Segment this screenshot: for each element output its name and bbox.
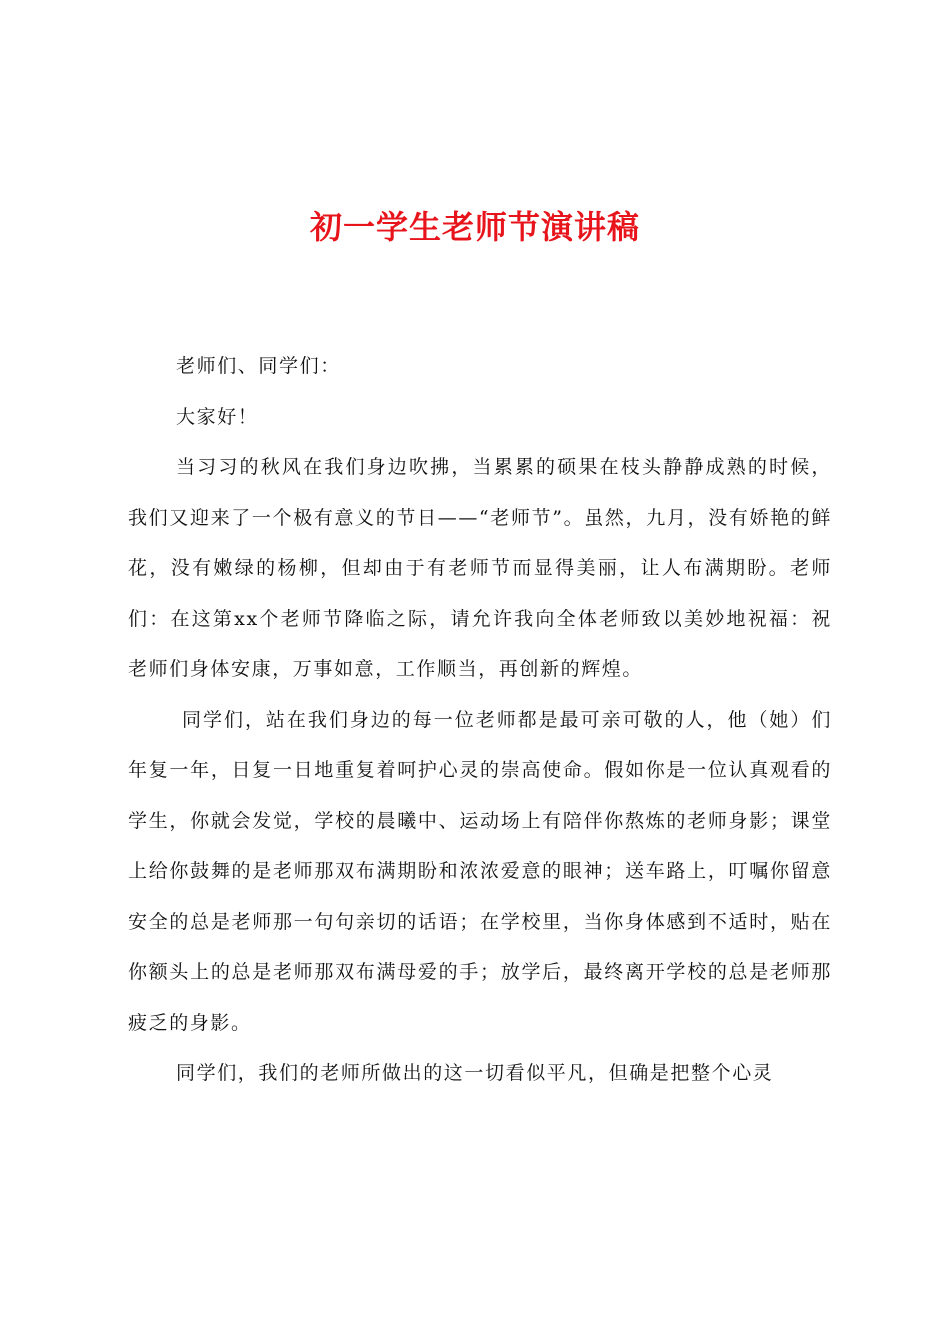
- document-title: 初一学生老师节演讲稿: [309, 208, 640, 246]
- body-paragraph-3: 同学们，我们的老师所做出的这一切看似平凡，但确是把整个心灵: [176, 1062, 774, 1084]
- body-paragraph-2: 同学们，站在我们身边的每一位老师都是最可亲可敬的人，他（她）们年复一年，日复一日地重复着呵护心灵的崇高使命。假如你是一位认真观看的学生，你就会发觉，学校的晨曦中、运动场上有陪伴你熬炼的老师身影；课堂上给你鼓舞的是老师那双布满期盼和浓浓爱意的眼神；送车路上，叮嘱你留意安全的总是老师那一句句亲切的话语；在学校里，当你身体感到不适时，贴在你额头上的总是老师那双布满母爱的手；放学后，最终离开学校的总是老师那疲乏的身影。: [128, 708, 832, 1034]
- salutation-paragraph: 老师们、同学们：: [176, 355, 341, 377]
- body-paragraph-1: 当习习的秋风在我们身边吹拂，当累累的硕果在枝头静静成熟的时候，我们又迎来了一个极有意义的节日——“老师节”。虽然，九月，没有娇艳的鲜花，没有嫩绿的杨柳，但却由于有老师节而显得美丽，让人布满期盼。老师们：在这第xx个老师节降临之际，请允许我向全体老师致以美妙地祝福：祝老师们身体安康，万事如意，工作顺当，再创新的辉煌。: [128, 456, 832, 680]
- greeting-paragraph: 大家好！: [176, 405, 259, 428]
- document-body: [128, 341, 832, 1099]
